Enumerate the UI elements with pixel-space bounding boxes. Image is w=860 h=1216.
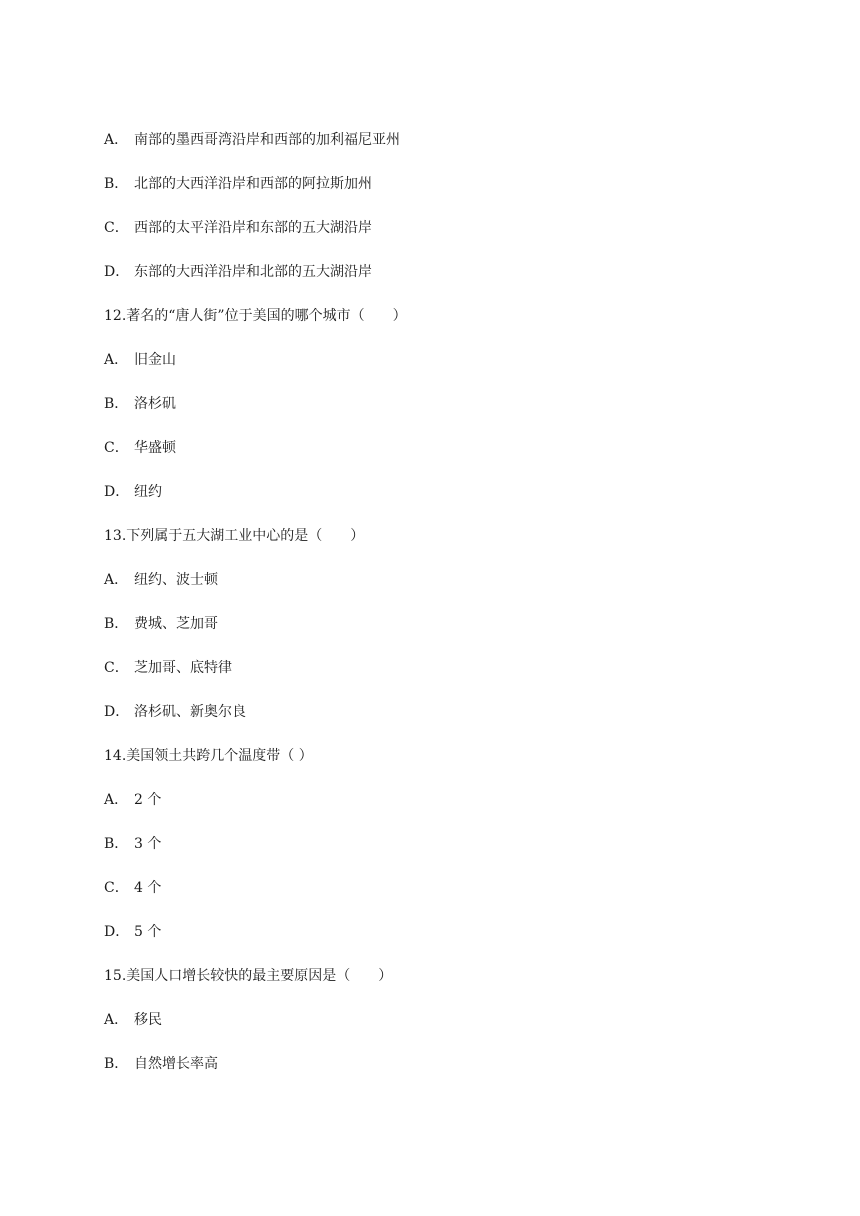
option-letter: C． [104, 440, 129, 456]
q12-option-a [104, 350, 176, 370]
q11-option-b [104, 174, 372, 194]
q13-option-b [104, 614, 218, 634]
option-text: 北部的大西洋沿岸和西部的阿拉斯加州 [134, 176, 372, 192]
option-letter: B． [104, 616, 129, 632]
question-12: 12.著名的“唐人街”位于美国的哪个城市（ ） [104, 308, 407, 324]
option-letter: C． [104, 220, 129, 236]
option-text: 费城、芝加哥 [134, 616, 218, 632]
option-text: 2 个 [134, 792, 162, 808]
option-letter: D． [104, 704, 130, 720]
q12-option-b [104, 394, 176, 414]
question-15: 15.美国人口增长较快的最主要原因是（ ） [104, 968, 393, 984]
option-text: 洛杉矶、新奥尔良 [134, 704, 246, 720]
q13-option-c [104, 658, 232, 678]
q13-option-d [104, 702, 246, 722]
option-letter: A． [104, 1012, 129, 1028]
option-text: 芝加哥、底特律 [134, 660, 232, 676]
q14-option-a [104, 790, 161, 810]
q14-option-d [104, 922, 161, 942]
option-text: 华盛顿 [134, 440, 176, 456]
option-letter: C． [104, 880, 129, 896]
q11-option-d [104, 262, 372, 282]
option-letter: B． [104, 396, 129, 412]
option-text: 移民 [134, 1012, 162, 1028]
q15-option-b [104, 1054, 218, 1074]
option-text: 纽约、波士顿 [134, 572, 218, 588]
q13-option-a [104, 570, 218, 590]
option-letter: D． [104, 924, 130, 940]
q12-option-c [104, 438, 176, 458]
question-13: 13.下列属于五大湖工业中心的是（ ） [104, 528, 365, 544]
q15-option-a [104, 1010, 162, 1030]
option-text: 旧金山 [134, 352, 176, 368]
option-text: 4 个 [134, 880, 162, 896]
option-text: 洛杉矶 [134, 396, 176, 412]
q11-option-c [104, 218, 372, 238]
q12-option-d [104, 482, 162, 502]
option-letter: D． [104, 484, 130, 500]
option-text: 纽约 [134, 484, 162, 500]
option-text: 5 个 [134, 924, 162, 940]
option-letter: A． [104, 132, 129, 148]
q14-option-c [104, 878, 161, 898]
option-letter: A． [104, 792, 129, 808]
option-letter: B． [104, 1056, 129, 1072]
option-letter: B． [104, 836, 129, 852]
option-letter: A． [104, 572, 129, 588]
option-text: 南部的墨西哥湾沿岸和西部的加利福尼亚州 [134, 132, 400, 148]
option-text: 东部的大西洋沿岸和北部的五大湖沿岸 [134, 264, 372, 280]
question-14: 14.美国领土共跨几个温度带（ ） [104, 748, 313, 764]
option-letter: D． [104, 264, 130, 280]
option-letter: B． [104, 176, 129, 192]
q11-option-a [104, 130, 400, 150]
q14-option-b [104, 834, 161, 854]
option-letter: A． [104, 352, 129, 368]
option-text: 3 个 [134, 836, 162, 852]
option-letter: C． [104, 660, 129, 676]
option-text: 西部的太平洋沿岸和东部的五大湖沿岸 [134, 220, 372, 236]
option-text: 自然增长率高 [134, 1056, 218, 1072]
